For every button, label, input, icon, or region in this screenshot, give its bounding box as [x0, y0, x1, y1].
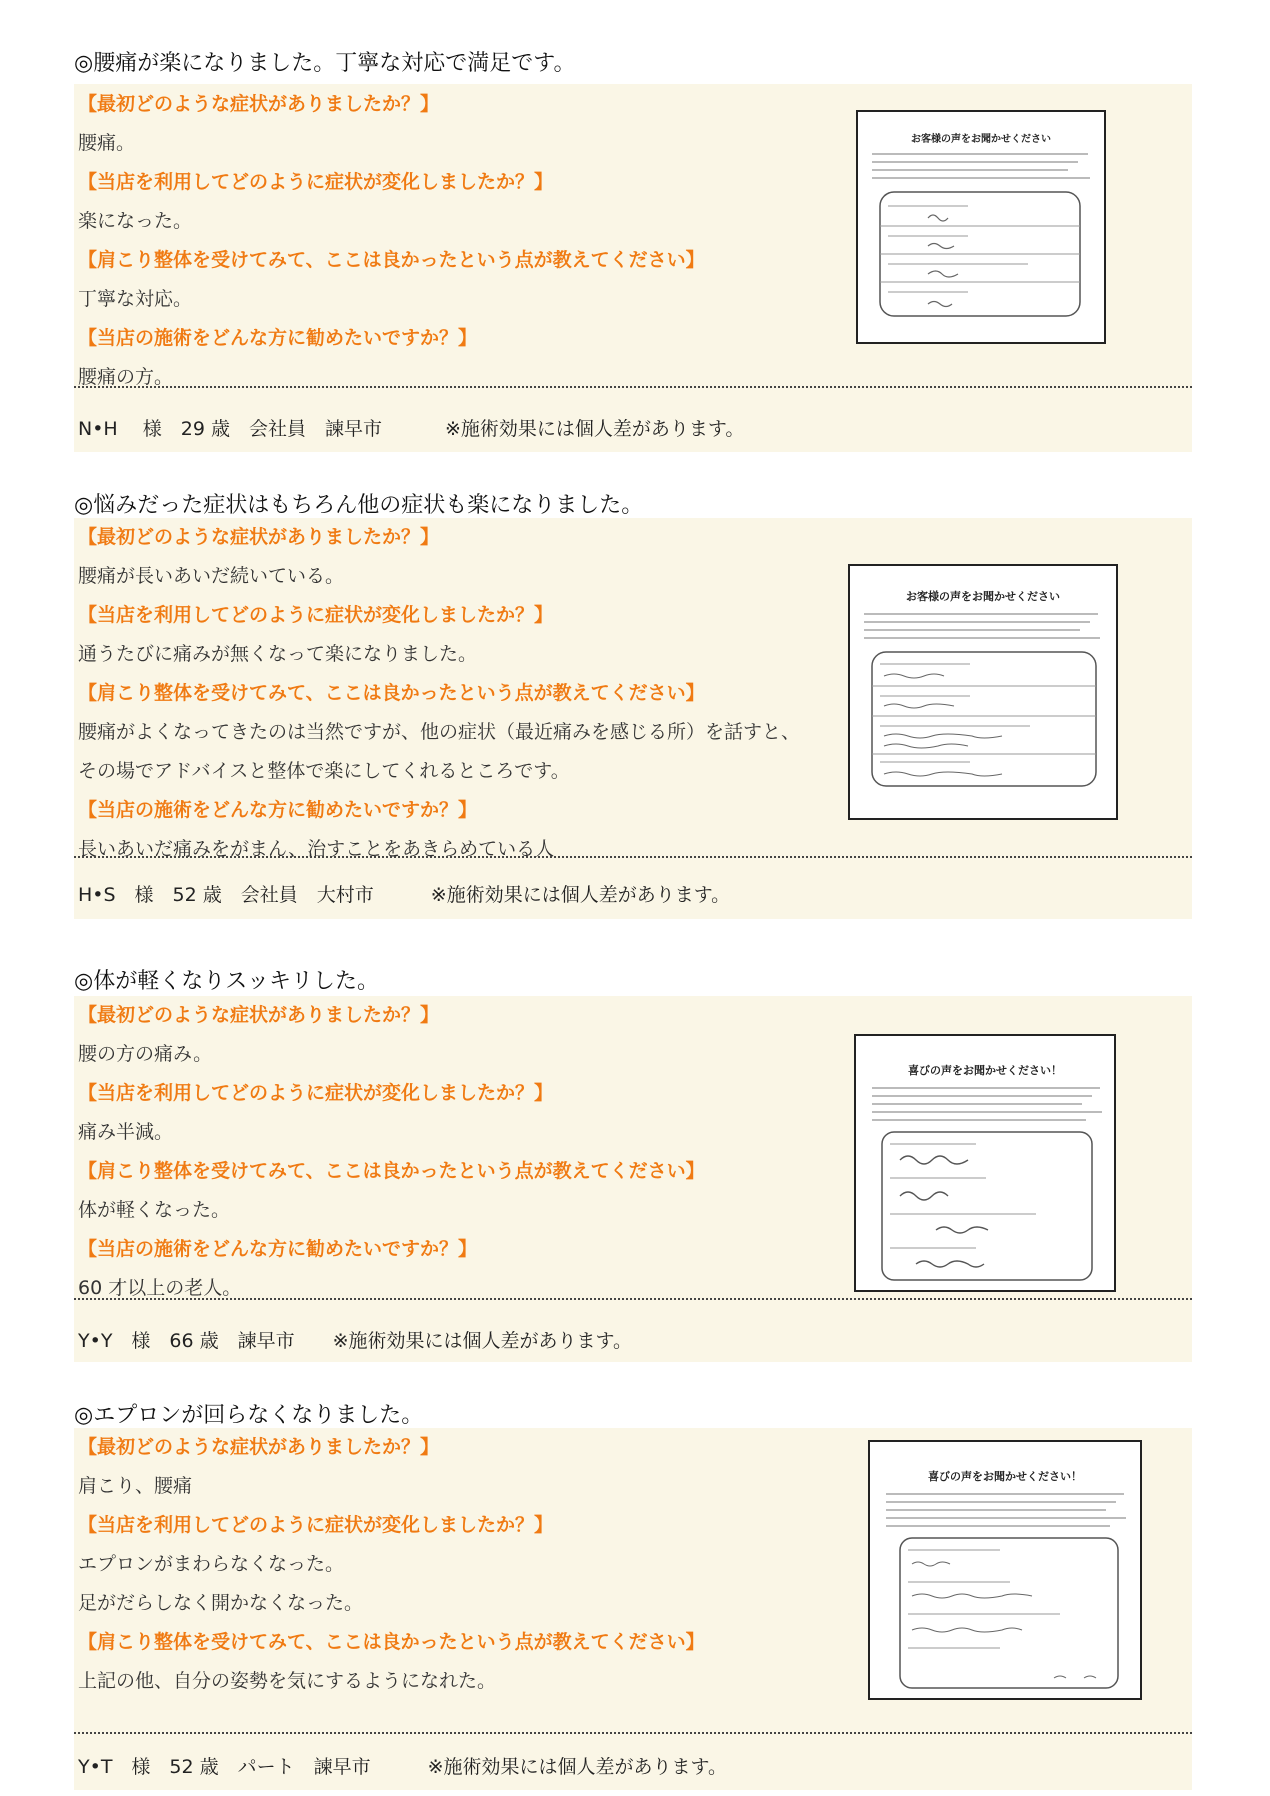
form-title-text: 喜びの声をお聞かせください！ — [928, 1470, 1082, 1483]
survey-form-scan — [856, 110, 1106, 344]
customer-info: H•S 様 52 歳 会社員 大村市 ※施術効果には個人差があります。 — [78, 884, 731, 906]
question-recommend-to: 【当店の施術をどんな方に勧めたいですか？】 — [78, 1238, 478, 1260]
section-divider — [74, 856, 1192, 858]
answer-symptom-change: 楽になった。 — [78, 210, 193, 232]
section-divider — [74, 1732, 1192, 1734]
answer-initial-symptoms: 腰痛が長いあいだ続いている。 — [78, 565, 345, 587]
question-symptom-change: 【当店を利用してどのように症状が変化しましたか？】 — [78, 604, 554, 626]
testimonial-panel — [74, 996, 1192, 1362]
testimonial-headline: ◎体が軽くなりスッキリした。 — [74, 969, 379, 994]
survey-form-image — [850, 566, 1116, 818]
survey-form-image — [870, 1442, 1140, 1698]
answer-symptom-change: 通うたびに痛みが無くなって楽になりました。 — [78, 643, 478, 665]
testimonial-headline: ◎エプロンが回らなくなりました。 — [74, 1403, 424, 1428]
testimonial-headline: ◎腰痛が楽になりました。丁寧な対応で満足です。 — [74, 51, 576, 76]
testimonial-panel — [74, 84, 1192, 452]
question-good-points: 【肩こり整体を受けてみて、ここは良かったという点が教えてください】 — [78, 1631, 705, 1653]
question-initial-symptoms: 【最初どのような症状がありましたか？】 — [78, 1436, 440, 1458]
answer-recommend-to: 長いあいだ痛みをがまん、治すことをあきらめている人 — [78, 838, 555, 860]
answer-good-points: 上記の他、自分の姿勢を気にするようになれた。 — [78, 1670, 497, 1692]
question-initial-symptoms: 【最初どのような症状がありましたか？】 — [78, 93, 440, 115]
testimonial-headline: ◎悩みだった症状はもちろん他の症状も楽になりました。 — [74, 493, 644, 518]
question-recommend-to: 【当店の施術をどんな方に勧めたいですか？】 — [78, 327, 478, 349]
answer-good-points: 体が軽くなった。 — [78, 1199, 231, 1221]
section-divider — [74, 386, 1192, 388]
answer-recommend-to: 腰痛の方。 — [78, 366, 174, 388]
question-symptom-change: 【当店を利用してどのように症状が変化しましたか？】 — [78, 1514, 554, 1536]
customer-info: Y•Y 様 66 歳 諫早市 ※施術効果には個人差があります。 — [78, 1330, 633, 1352]
survey-form-scan — [868, 1440, 1142, 1700]
answer-good-points-line2: その場でアドバイスと整体で楽にしてくれるところです。 — [78, 760, 570, 782]
answer-good-points-line1: 腰痛がよくなってきたのは当然ですが、他の症状（最近痛みを感じる所）を話すと、 — [78, 721, 801, 743]
answer-initial-symptoms: 肩こり、腰痛 — [78, 1475, 193, 1497]
answer-symptom-change: 痛み半減。 — [78, 1121, 174, 1143]
answer-initial-symptoms: 腰痛。 — [78, 132, 136, 154]
section-divider — [74, 1298, 1192, 1300]
question-recommend-to: 【当店の施術をどんな方に勧めたいですか？】 — [78, 799, 478, 821]
form-title-text: お客様の声をお聞かせください — [911, 134, 1051, 145]
survey-form-scan — [854, 1034, 1116, 1292]
answer-recommend-to: 60 才以上の老人。 — [78, 1277, 242, 1299]
answer-symptom-change-line2: 足がだらしなく開かなくなった。 — [78, 1592, 364, 1614]
question-initial-symptoms: 【最初どのような症状がありましたか？】 — [78, 1004, 440, 1026]
question-initial-symptoms: 【最初どのような症状がありましたか？】 — [78, 526, 440, 548]
testimonial-panel — [74, 1428, 1192, 1790]
question-good-points: 【肩こり整体を受けてみて、ここは良かったという点が教えてください】 — [78, 682, 705, 704]
form-title-text: お客様の声をお聞かせください — [906, 590, 1060, 603]
question-symptom-change: 【当店を利用してどのように症状が変化しましたか？】 — [78, 171, 554, 193]
question-good-points: 【肩こり整体を受けてみて、ここは良かったという点が教えてください】 — [78, 249, 705, 271]
survey-form-image — [858, 112, 1104, 342]
testimonial-panel — [74, 518, 1192, 919]
answer-symptom-change-line1: エプロンがまわらなくなった。 — [78, 1553, 345, 1575]
survey-form-image — [856, 1036, 1114, 1290]
form-title-text: 喜びの声をお聞かせください！ — [908, 1064, 1062, 1077]
question-symptom-change: 【当店を利用してどのように症状が変化しましたか？】 — [78, 1082, 554, 1104]
customer-info: N•H 様 29 歳 会社員 諫早市 ※施術効果には個人差があります。 — [78, 418, 745, 440]
answer-good-points: 丁寧な対応。 — [78, 288, 193, 310]
answer-initial-symptoms: 腰の方の痛み。 — [78, 1043, 213, 1065]
question-good-points: 【肩こり整体を受けてみて、ここは良かったという点が教えてください】 — [78, 1160, 705, 1182]
customer-info: Y•T 様 52 歳 パート 諫早市 ※施術効果には個人差があります。 — [78, 1756, 728, 1778]
survey-form-scan — [848, 564, 1118, 820]
